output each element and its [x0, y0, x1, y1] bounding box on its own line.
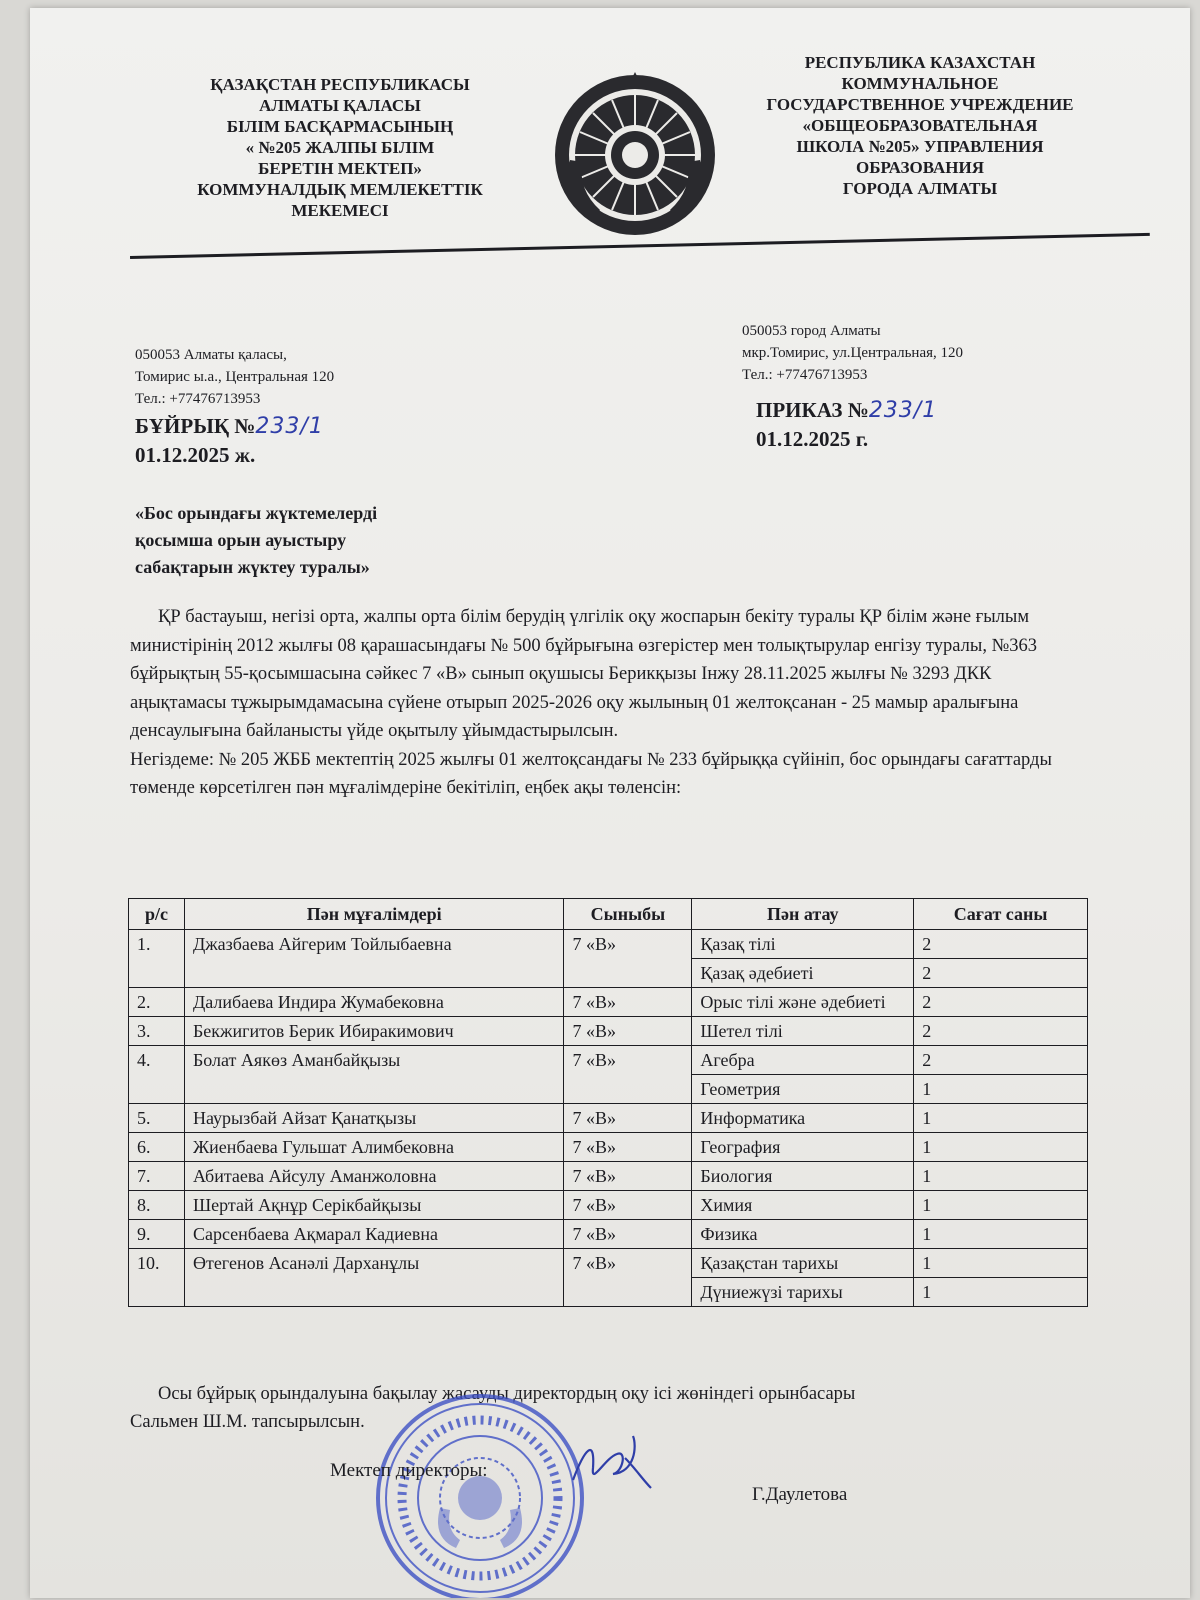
header-ru-line: ГОСУДАРСТВЕННОЕ УЧРЕЖДЕНИЕ — [766, 95, 1074, 114]
cell-teacher: Наурызбай Айзат Қанатқызы — [184, 1104, 564, 1133]
closing-line: Осы бұйрық орындалуына бақылау жасауды директордың оқу ісі жөніндегі орынбасары — [158, 1384, 856, 1404]
header-kz-line: КОММУНАЛДЫҚ МЕМЛЕКЕТТІК — [197, 180, 483, 199]
address-line: мкр.Томирис, ул.Центральная, 120 — [742, 345, 964, 361]
title-line: сабақтарын жүктеу туралы» — [135, 557, 370, 577]
col-header-class: Сыныбы — [564, 899, 692, 930]
cell-number: 5. — [129, 1104, 185, 1133]
col-header-num: р/с — [129, 899, 185, 930]
cell-class: 7 «В» — [564, 1046, 692, 1104]
cell-hours: 2 — [914, 1046, 1088, 1075]
table-header-row — [129, 899, 1088, 930]
order-date: 01.12.2025 ж. — [135, 443, 256, 467]
cell-class: 7 «В» — [564, 1133, 692, 1162]
order-title — [135, 500, 535, 581]
cell-teacher: Бекжигитов Берик Ибиракимович — [184, 1017, 564, 1046]
header-ru-line: КОММУНАЛЬНОЕ — [841, 74, 999, 93]
cell-subject: Геометрия — [692, 1075, 914, 1104]
table-row — [129, 930, 1088, 959]
cell-hours: 1 — [914, 1278, 1088, 1307]
cell-class: 7 «В» — [564, 1162, 692, 1191]
order-label: БҰЙРЫҚ № — [135, 414, 256, 438]
document-sheet — [30, 8, 1190, 1598]
state-emblem-icon — [550, 70, 720, 240]
signature-label: Мектеп директоры: — [330, 1460, 488, 1481]
header-kz-line: БІЛІМ БАСҚАРМАСЫНЫҢ — [226, 117, 454, 136]
address-line: 050053 город Алматы — [742, 323, 881, 339]
signatory-name: Г.Даулетова — [752, 1484, 848, 1505]
order-date: 01.12.2025 г. — [756, 427, 869, 451]
cell-number: 2. — [129, 988, 185, 1017]
header-kz-line: ҚАЗАҚСТАН РЕСПУБЛИКАСЫ — [210, 75, 470, 94]
cell-subject: Қазақ әдебиеті — [692, 959, 914, 988]
col-header-subject: Пән атау — [692, 899, 914, 930]
cell-subject: Қазақ тілі — [692, 930, 914, 959]
header-kz — [165, 74, 515, 221]
cell-hours: 1 — [914, 1075, 1088, 1104]
round-official-stamp-icon — [360, 1388, 600, 1598]
address-line: 050053 Алматы қаласы, — [135, 347, 287, 363]
phone-line: Тел.: +77476713953 — [742, 367, 868, 383]
cell-hours: 1 — [914, 1220, 1088, 1249]
cell-teacher: Өтегенов Асанәлі Дарханұлы — [184, 1249, 564, 1307]
cell-class: 7 «В» — [564, 988, 692, 1017]
order-number-handwritten: 233/1 — [255, 414, 324, 439]
cell-class: 7 «В» — [564, 1191, 692, 1220]
order-label: ПРИКАЗ № — [756, 398, 869, 422]
table-row — [129, 1191, 1088, 1220]
cell-subject: Информатика — [692, 1104, 914, 1133]
order-number-handwritten: 233/1 — [868, 398, 938, 423]
phone-line: Тел.: +77476713953 — [135, 391, 261, 407]
cell-subject: Дүниежүзі тарихы — [692, 1278, 914, 1307]
cell-hours: 2 — [914, 1017, 1088, 1046]
cell-subject: Орыс тілі және әдебиеті — [692, 988, 914, 1017]
table-row — [129, 1162, 1088, 1191]
cell-teacher: Сарсенбаева Ақмарал Кадиевна — [184, 1220, 564, 1249]
cell-number: 10. — [129, 1249, 185, 1307]
address-line: Томирис ы.а., Центральная 120 — [135, 369, 335, 385]
table-row — [129, 1249, 1088, 1278]
table-row — [129, 988, 1088, 1017]
header-kz-line: АЛМАТЫ ҚАЛАСЫ — [259, 96, 421, 115]
cell-teacher: Шертай Ақнұр Серікбайқызы — [184, 1191, 564, 1220]
cell-hours: 1 — [914, 1191, 1088, 1220]
cell-number: 4. — [129, 1046, 185, 1104]
cell-hours: 2 — [914, 930, 1088, 959]
cell-teacher: Далибаева Индира Жумабековна — [184, 988, 564, 1017]
cell-class: 7 «В» — [564, 930, 692, 988]
cell-hours: 1 — [914, 1162, 1088, 1191]
header-ru-line: ГОРОДА АЛМАТЫ — [842, 179, 998, 198]
cell-hours: 2 — [914, 988, 1088, 1017]
cell-number: 1. — [129, 930, 185, 988]
cell-hours: 2 — [914, 959, 1088, 988]
cell-class: 7 «В» — [564, 1017, 692, 1046]
header-kz-line: « №205 ЖАЛПЫ БІЛІМ — [245, 138, 435, 157]
header-ru-line: ОБРАЗОВАНИЯ — [856, 158, 984, 177]
teacher-load-table — [128, 898, 1088, 1307]
header-ru-line: РЕСПУБЛИКА КАЗАХСТАН — [804, 53, 1036, 72]
cell-subject: Қазақстан тарихы — [692, 1249, 914, 1278]
cell-class: 7 «В» — [564, 1249, 692, 1307]
header-kz-line: БЕРЕТІН МЕКТЕП» — [258, 159, 422, 178]
cell-class: 7 «В» — [564, 1104, 692, 1133]
cell-subject: География — [692, 1133, 914, 1162]
basis-paragraph: Негіздеме: № 205 ЖББ мектептің 2025 жылғы 01 желтоқсандағы № 233 бұйрыққа сүйініп, бос орындағы сағаттарды төменде көрсетілген пән мұғалімдеріне бекітіліп, еңбек ақы төленсін: — [130, 749, 1052, 798]
col-header-teacher: Пән мұғалімдері — [184, 899, 564, 930]
table-row — [129, 1017, 1088, 1046]
cell-teacher: Джазбаева Айгерим Тойлыбаевна — [184, 930, 564, 988]
cell-class: 7 «В» — [564, 1220, 692, 1249]
cell-hours: 1 — [914, 1249, 1088, 1278]
order-body — [130, 603, 1090, 803]
header-ru-line: ШКОЛА №205» УПРАВЛЕНИЯ — [796, 137, 1044, 156]
cell-subject: Химия — [692, 1191, 914, 1220]
title-line: «Бос орындағы жүктемелерді — [135, 503, 378, 523]
address-kz — [135, 344, 334, 410]
cell-hours: 1 — [914, 1104, 1088, 1133]
table-row — [129, 1104, 1088, 1133]
cell-subject: Шетел тілі — [692, 1017, 914, 1046]
cell-teacher: Болат Аякөз Аманбайқызы — [184, 1046, 564, 1104]
cell-subject: Физика — [692, 1220, 914, 1249]
cell-number: 8. — [129, 1191, 185, 1220]
table-row — [129, 1046, 1088, 1075]
cell-number: 6. — [129, 1133, 185, 1162]
col-header-hours: Сағат саны — [914, 899, 1088, 930]
header-ru-line: «ОБЩЕОБРАЗОВАТЕЛЬНАЯ — [802, 116, 1038, 135]
cell-subject: Биология — [692, 1162, 914, 1191]
closing-line: Сальмен Ш.М. тапсырылсын. — [130, 1412, 365, 1432]
handwritten-signature-icon — [565, 1428, 655, 1498]
order-block-ru — [756, 396, 937, 453]
cell-teacher: Жиенбаева Гульшат Алимбековна — [184, 1133, 564, 1162]
header-ru — [730, 52, 1110, 199]
table-row — [129, 1133, 1088, 1162]
cell-teacher: Абитаева Айсулу Аманжоловна — [184, 1162, 564, 1191]
cell-hours: 1 — [914, 1133, 1088, 1162]
address-ru — [742, 320, 963, 386]
cell-number: 3. — [129, 1017, 185, 1046]
order-block-kz — [135, 412, 324, 469]
table-row — [129, 1220, 1088, 1249]
title-line: қосымша орын ауыстыру — [135, 530, 347, 550]
header-kz-line: МЕКЕМЕСІ — [291, 201, 389, 220]
cell-number: 9. — [129, 1220, 185, 1249]
body-paragraph: ҚР бастауыш, негізі орта, жалпы орта білім берудің үлгілік оқу жоспарын бекіту туралы ҚР білім және ғылым министірінің 2012 жылғы 08 қарашасындағы № 500 бұйрығына өзгерістер мен толықтырулар енгізу туралы, №363 бұйрықтың 55-қосымшасына сәйкес 7 «В» сынып оқушысы Берикқызы Інжу 28.11.2025 жылғы № 3293 ДКК аңықтамасы тұжырымдамасына сүйене отырып 2025-2026 оқу жылының 01 желтоқсанан - 25 мамыр аралығына денсаулығына байланысты үйде оқытылу ұйымдастырылсын. — [130, 607, 1037, 741]
cell-number: 7. — [129, 1162, 185, 1191]
cell-subject: Агебра — [692, 1046, 914, 1075]
